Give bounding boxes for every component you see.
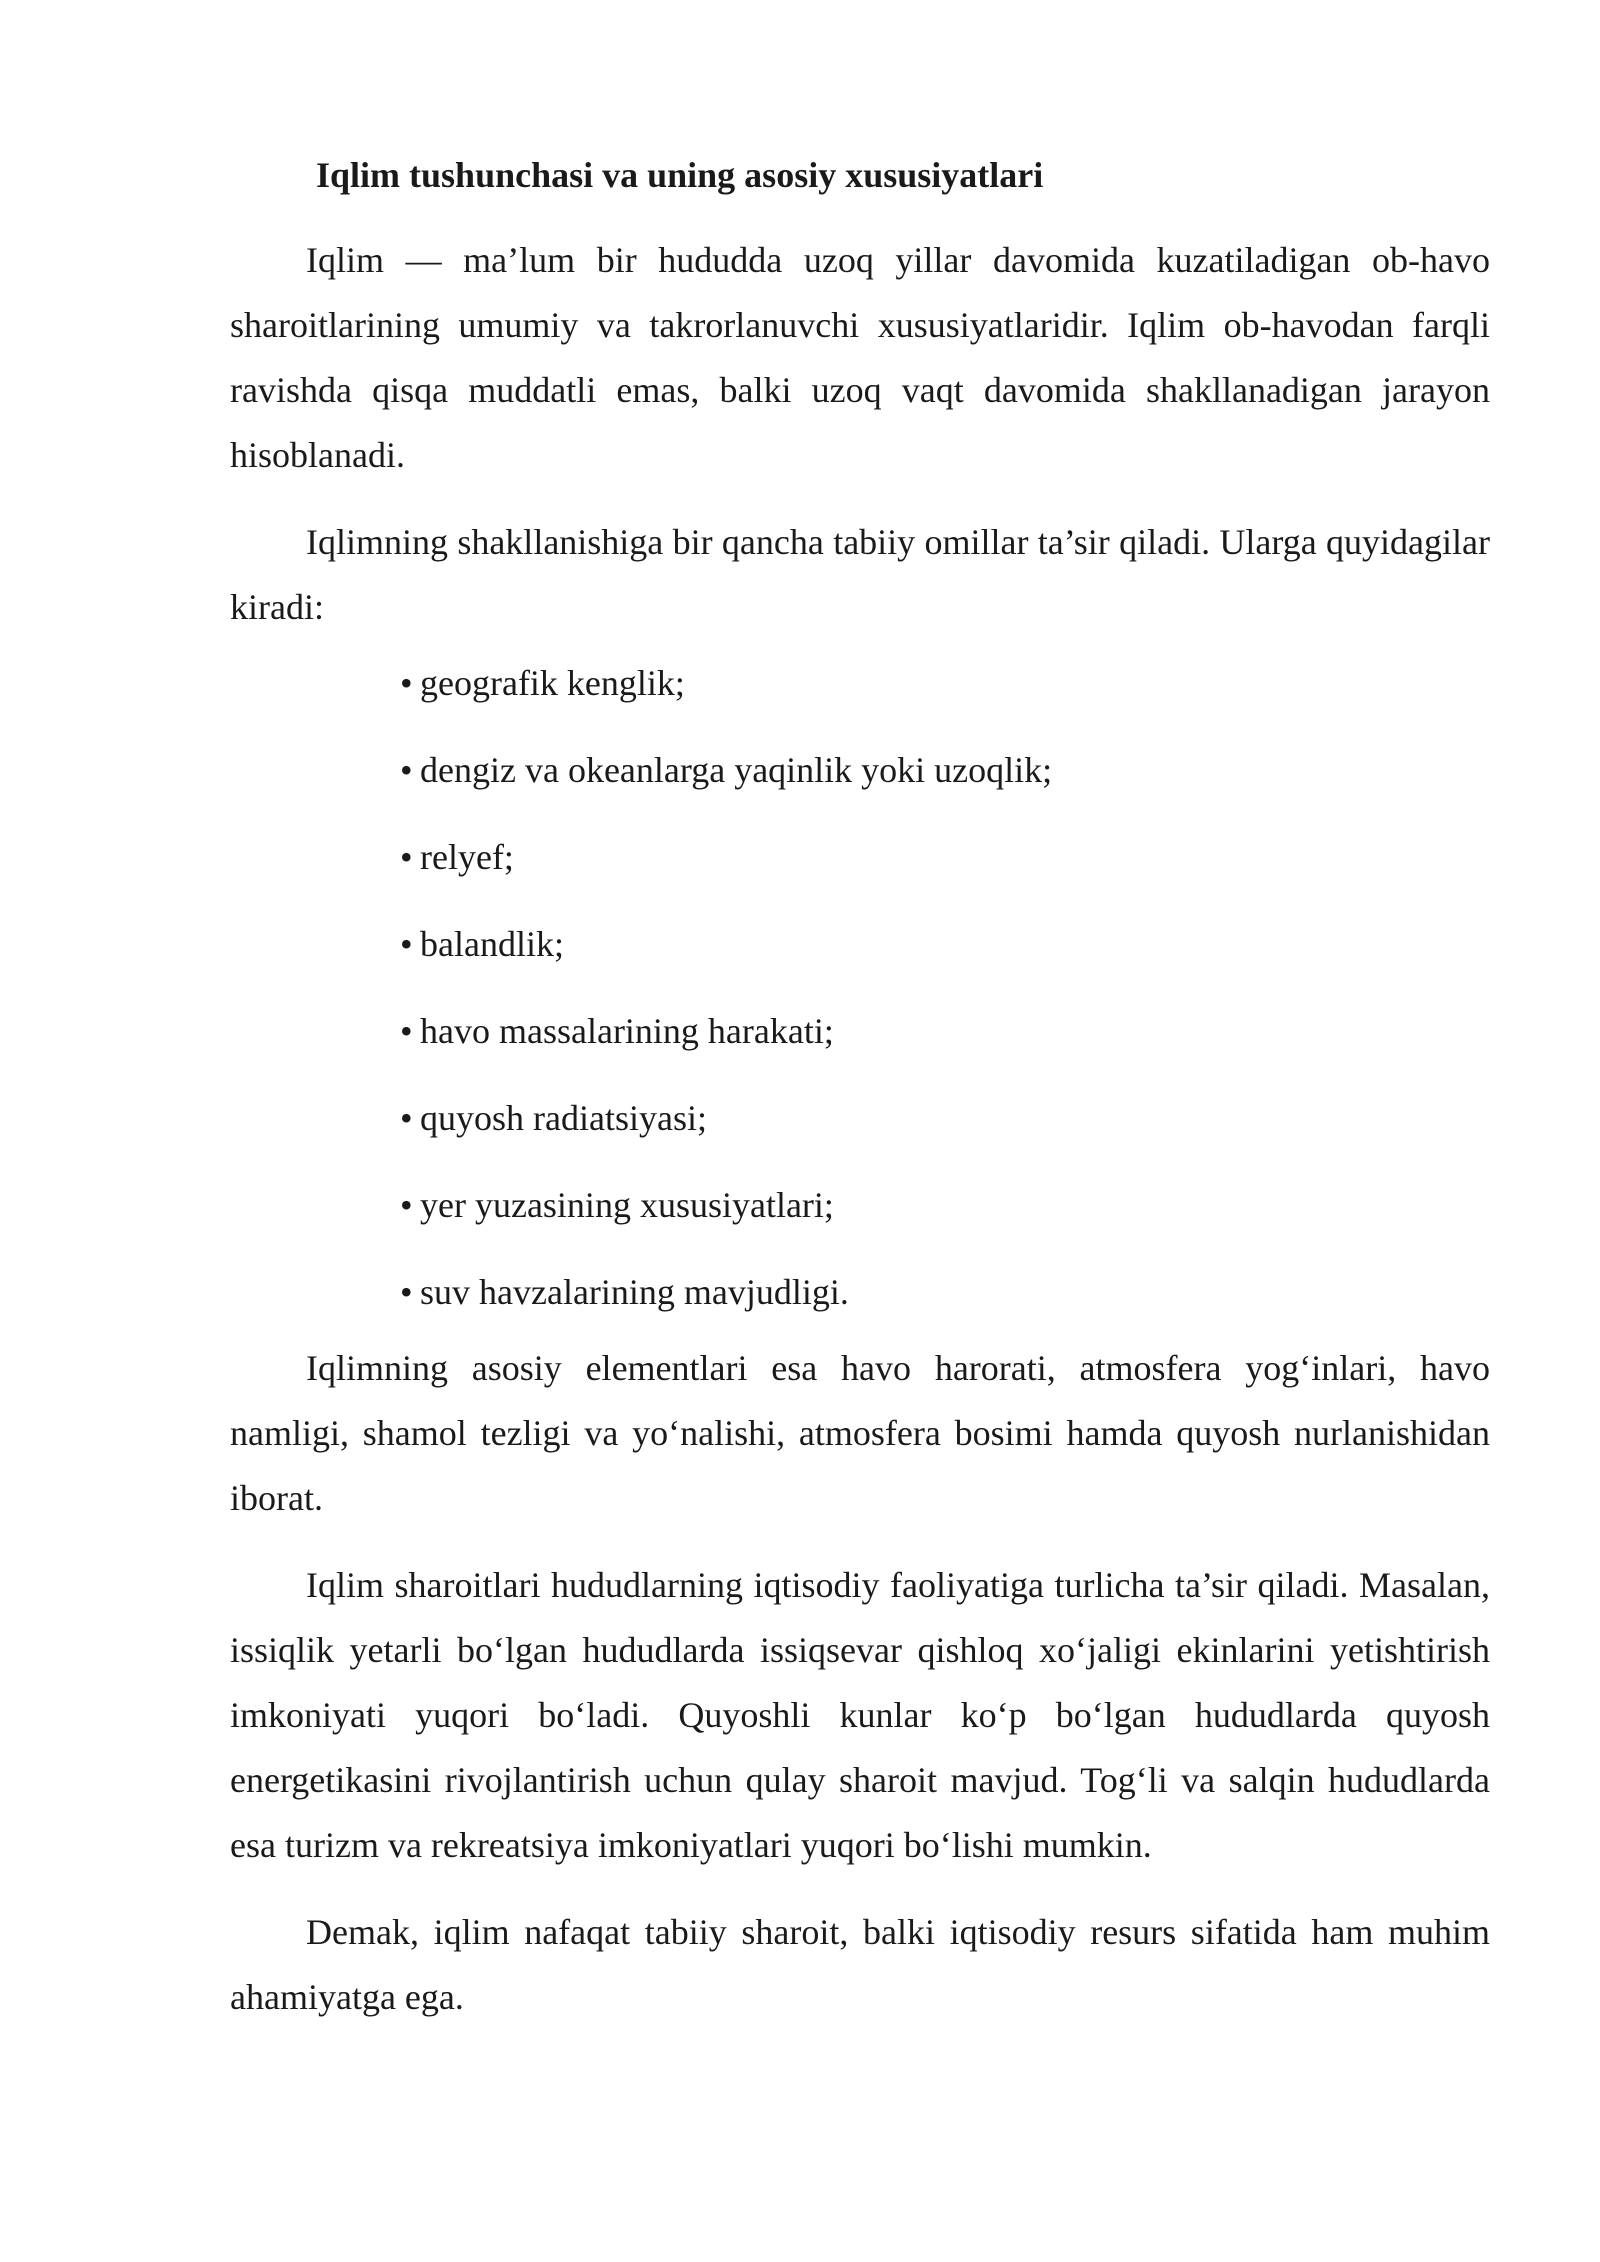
bullet-icon: • <box>400 1011 413 1051</box>
paragraph-factors-intro: Iqlimning shakllanishiga bir qancha tabiiy omillar ta’sir qiladi. Ularga quyidagilar kiradi: <box>230 522 1490 627</box>
bullet-icon: • <box>400 924 413 964</box>
bullet-icon: • <box>400 1272 413 1312</box>
paragraph-definition: Iqlim — ma’lum bir hududda uzoq yillar davomida kuzatiladigan ob-havo sharoitlarining umumiy va takrorlanuvchi xususiyatlaridir. Iqlim ob-havodan farqli ravishda qisqa muddatli emas, balki uzoq vaqt davomida shakllanadigan jarayon hisoblanadi. <box>230 240 1490 475</box>
document-title: Iqlim tushunchasi va uning asosiy xususiyatlari <box>316 155 1044 195</box>
list-item <box>400 1010 1490 1053</box>
factors-list <box>230 662 1490 1314</box>
list-item-text: quyosh radiatsiyasi; <box>420 1098 707 1138</box>
list-item-text: geografik kenglik; <box>420 663 685 703</box>
list-item <box>400 662 1490 705</box>
list-item-text: dengiz va okeanlarga yaqinlik yoki uzoqlik; <box>420 750 1053 790</box>
document-page <box>230 150 1490 2052</box>
bullet-icon: • <box>400 1185 413 1225</box>
list-item <box>400 923 1490 966</box>
paragraph-elements: Iqlimning asosiy elementlari esa havo harorati, atmosfera yog‘inlari, havo namligi, shamol tezligi va yo‘nalishi, atmosfera bosimi hamda quyosh nurlanishidan iborat. <box>230 1348 1490 1518</box>
list-item <box>400 836 1490 879</box>
bullet-icon: • <box>400 750 413 790</box>
bullet-icon: • <box>400 663 413 703</box>
list-item <box>400 749 1490 792</box>
paragraph-conclusion: Demak, iqlim nafaqat tabiiy sharoit, balki iqtisodiy resurs sifatida ham muhim ahamiyatga ega. <box>230 1912 1490 2017</box>
list-item-text: yer yuzasining xususiyatlari; <box>420 1185 834 1225</box>
list-item-text: suv havzalarining mavjudligi. <box>420 1272 849 1312</box>
list-item-text: havo massalarining harakati; <box>420 1011 834 1051</box>
list-item <box>400 1097 1490 1140</box>
bullet-icon: • <box>400 1098 413 1138</box>
list-item <box>400 1184 1490 1227</box>
paragraph-economy: Iqlim sharoitlari hududlarning iqtisodiy faoliyatiga turlicha ta’sir qiladi. Masalan, issiqlik yetarli bo‘lgan hududlarda issiqsevar qishloq xo‘jaligi ekinlarini yetishtirish imkoniyati yuqori bo‘ladi. Quyoshli kunlar ko‘p bo‘lgan hududlarda quyosh energetikasini rivojlantirish uchun qulay sharoit mavjud. Tog‘li va salqin hududlarda esa turizm va rekreatsiya imkoniyatlari yuqori bo‘lishi mumkin. <box>230 1565 1490 1865</box>
bullet-icon: • <box>400 837 413 877</box>
list-item <box>400 1271 1490 1314</box>
list-item-text: balandlik; <box>420 924 564 964</box>
list-item-text: relyef; <box>420 837 514 877</box>
